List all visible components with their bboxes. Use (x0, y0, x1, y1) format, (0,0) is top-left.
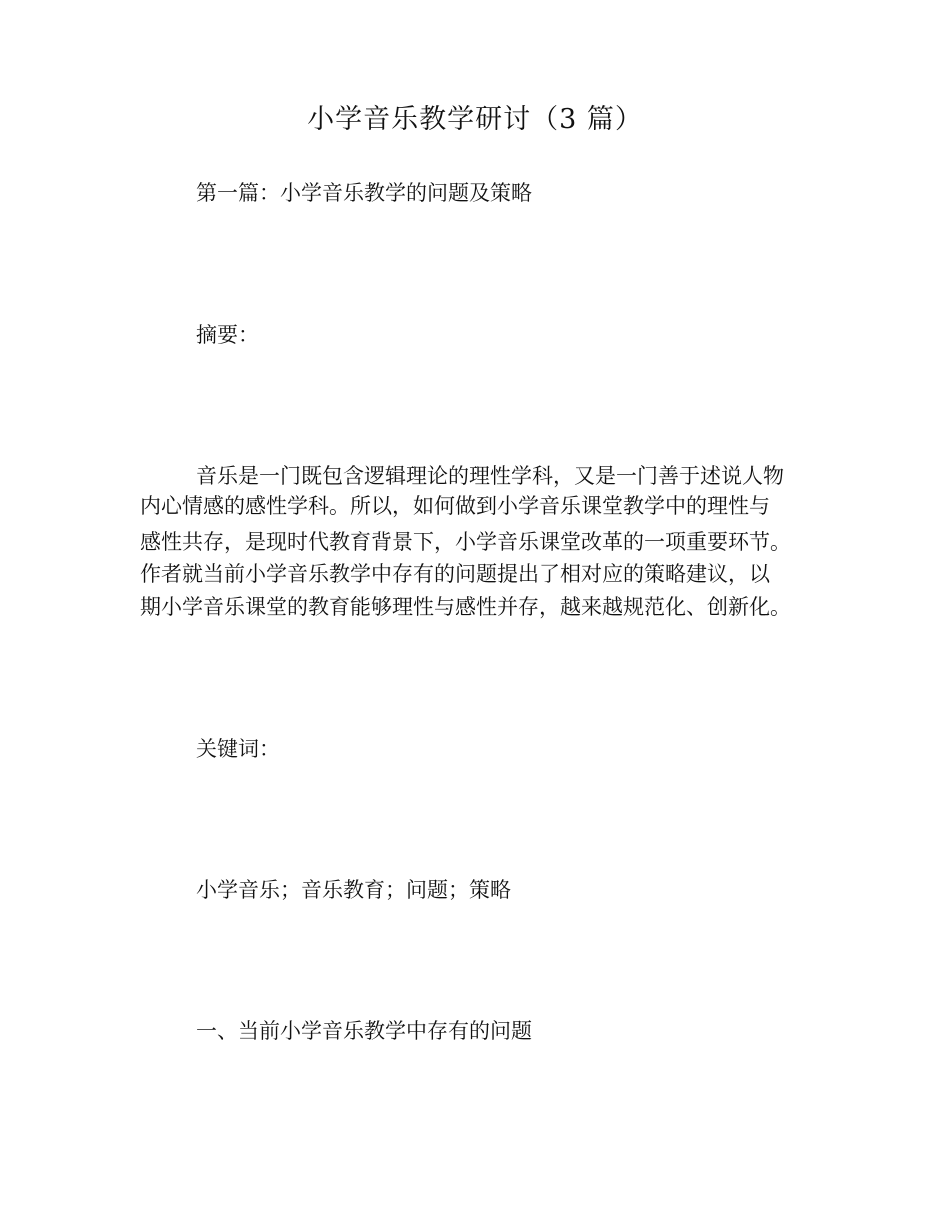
abstract-line: 期小学音乐课堂的教育能够理性与感性并存，越来越规范化、创新化。 (140, 595, 791, 619)
abstract-line: 感性共存，是现时代教育背景下，小学音乐课堂改革的一项重要环节。 (140, 530, 791, 554)
keywords-label: 关键词： (196, 737, 280, 761)
section-heading: 一、当前小学音乐教学中存有的问题 (196, 1019, 532, 1043)
document-title: 小学音乐教学研讨（3 篇） (307, 104, 643, 135)
abstract-line: 内心情感的感性学科。所以，如何做到小学音乐课堂教学中的理性与 (140, 494, 770, 518)
chapter-heading: 第一篇：小学音乐教学的问题及策略 (196, 181, 532, 205)
abstract-line: 音乐是一门既包含逻辑理论的理性学科，又是一门善于述说人物 (196, 464, 784, 488)
abstract-label: 摘要： (196, 323, 259, 347)
keywords-text: 小学音乐；音乐教育；问题；策略 (196, 878, 511, 902)
abstract-line: 作者就当前小学音乐教学中存有的问题提出了相对应的策略建议，以 (140, 562, 770, 586)
